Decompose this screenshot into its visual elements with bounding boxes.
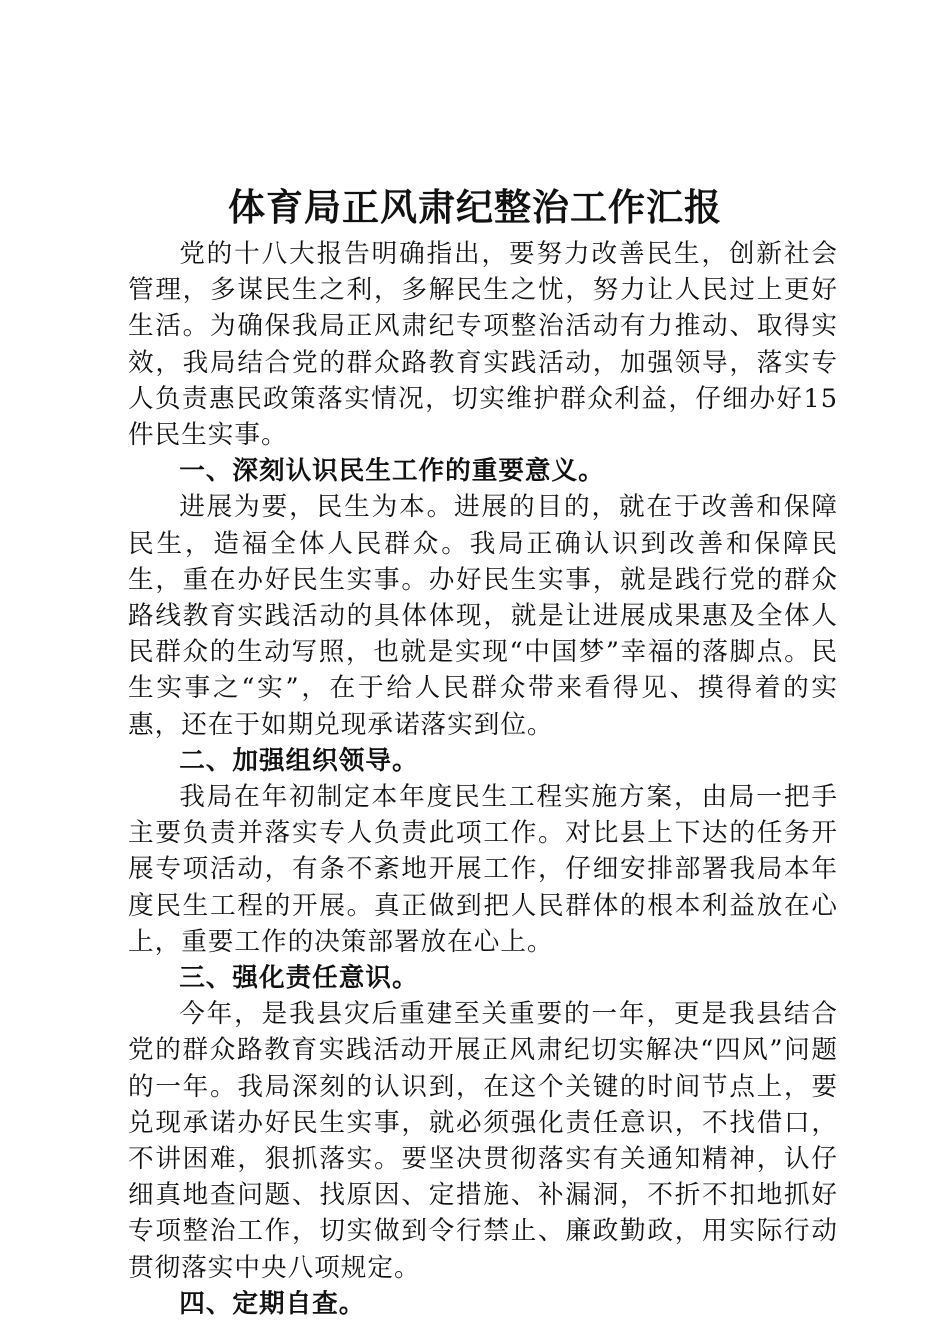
section-heading-1: 一、深刻认识民生工作的重要意义。 xyxy=(179,456,605,487)
intro-paragraph: 党的十八大报告明确指出，要努力改善民生，创新社会管理，多谋民生之利，多解民生之忧，努力让人民过上更好生活。为确保我局正风肃纪专项整治活动有力推动、取得实效，我局结合党的群众路教育实践活动，加强领导，落实专人负责惠民政策落实情况，切实维护群众利益，仔细办好15件民生实事。 xyxy=(128,239,838,451)
section-heading-2: 二、加强组织领导。 xyxy=(179,745,419,776)
document-title: 体育局正风肃纪整治工作汇报 xyxy=(228,186,722,229)
section-heading-4: 四、定期自查。 xyxy=(179,1288,366,1319)
document-body xyxy=(128,236,838,1322)
section-2-paragraph: 我局在年初制定本年度民生工程实施方案，由局一把手主要负责并落实专人负责此项工作。对比县上下达的任务开展专项活动，有条不紊地开展工作，仔细安排部署我局本年度民生工程的开展。真正做到把人民群体的根本利益放在心上，重要工作的决策部署放在心上。 xyxy=(128,782,838,957)
section-1-paragraph: 进展为要，民生为本。进展的目的，就在于改善和保障民生，造福全体人民群众。我局正确认识到改善和保障民生，重在办好民生实事。办好民生实事，就是践行党的群众路线教育实践活动的具体体现，就是让进展成果惠及全体人民群众的生动写照，也就是实现“中国梦”幸福的落脚点。民生实事之“实”，在于给人民群众带来看得见、摸得着的实惠，还在于如期兑现承诺落实到位。 xyxy=(128,492,838,740)
section-heading-3: 三、强化责任意识。 xyxy=(179,963,419,994)
section-3-paragraph: 今年，是我县灾后重建至关重要的一年，更是我县结合党的群众路教育实践活动开展正风肃纪切实解决“四风”问题的一年。我局深刻的认识到，在这个关键的时间节点上，要兑现承诺办好民生实事，就必须强化责任意识，不找借口，不讲困难，狠抓落实。要坚决贯彻落实有关通知精神，认仔细真地查问题、找原因、定措施、补漏洞，不折不扣地抓好专项整治工作，切实做到令行禁止、廉政勤政，用实际行动贯彻落实中央八项规定。 xyxy=(128,999,838,1283)
